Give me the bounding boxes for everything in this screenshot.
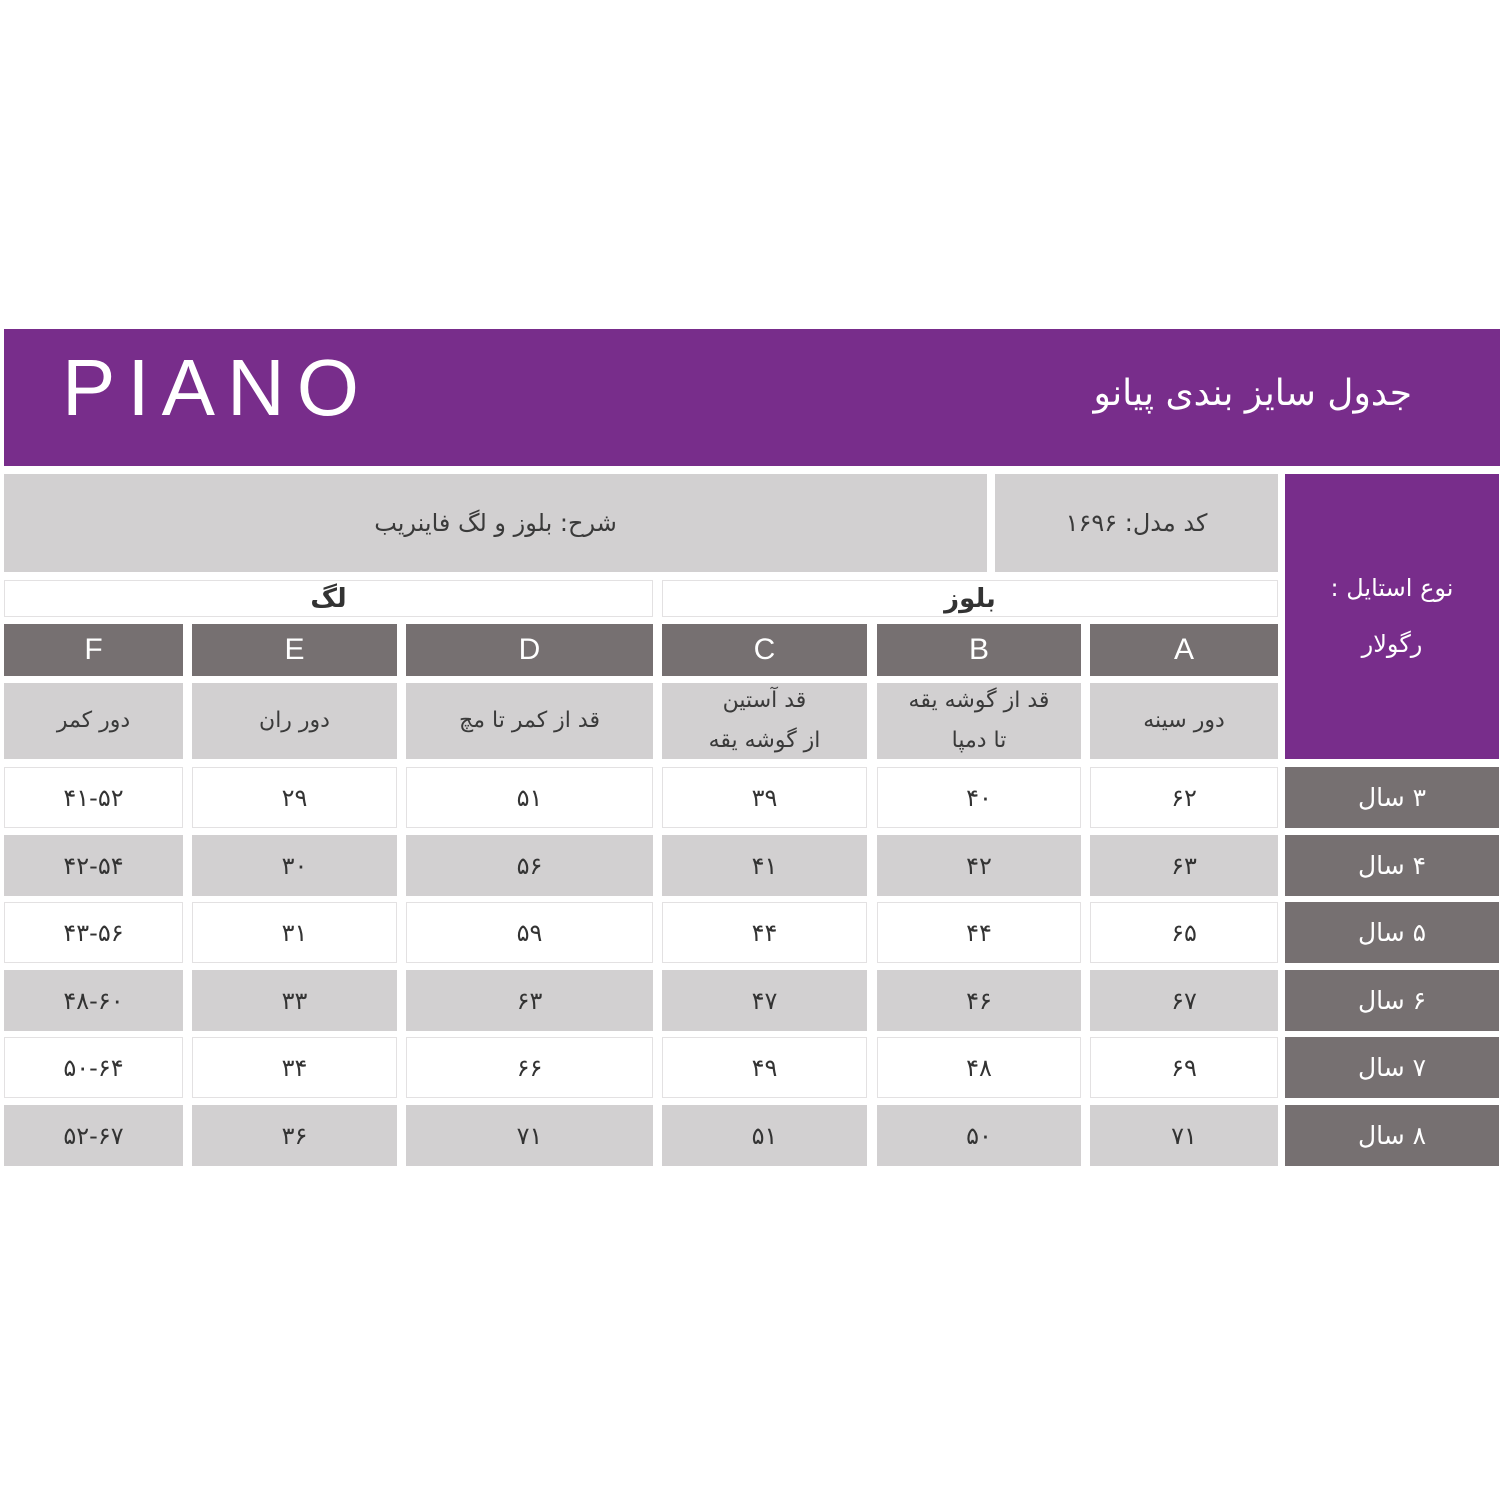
table-cell: ۴۷	[662, 970, 867, 1031]
row-label: ۸ سال	[1285, 1105, 1499, 1166]
column-letter-a: A	[1090, 624, 1278, 676]
column-label-a: دور سینه	[1090, 683, 1278, 759]
brand-logo: PIANO	[62, 343, 371, 432]
column-letter-f: F	[4, 624, 183, 676]
table-cell: ۴۲-۵۴	[4, 835, 183, 896]
row-label: ۵ سال	[1285, 902, 1499, 963]
table-cell: ۵۶	[406, 835, 653, 896]
table-cell: ۵۹	[406, 902, 653, 963]
table-cell: ۴۲	[877, 835, 1081, 896]
style-box	[1285, 474, 1499, 759]
row-label: ۴ سال	[1285, 835, 1499, 896]
column-label-b: قد از گوشه یقه تا دمپا	[877, 683, 1081, 759]
table-cell: ۴۹	[662, 1037, 867, 1098]
table-cell: ۷۱	[406, 1105, 653, 1166]
table-cell: ۳۳	[192, 970, 397, 1031]
table-cell: ۴۸	[877, 1037, 1081, 1098]
column-label-c: قد آستین از گوشه یقه	[662, 683, 867, 759]
table-cell: ۵۱	[406, 767, 653, 828]
column-label-d: قد از کمر تا مچ	[406, 683, 653, 759]
table-cell: ۳۶	[192, 1105, 397, 1166]
table-cell: ۵۲-۶۷	[4, 1105, 183, 1166]
table-cell: ۳۱	[192, 902, 397, 963]
group-label: بلوز	[944, 583, 996, 614]
column-letter-d: D	[406, 624, 653, 676]
row-label: ۳ سال	[1285, 767, 1499, 828]
column-letter-b: B	[877, 624, 1081, 676]
model-code-box	[995, 474, 1278, 572]
group-header-leg	[4, 580, 653, 617]
table-cell: ۶۷	[1090, 970, 1278, 1031]
table-cell: ۵۱	[662, 1105, 867, 1166]
table-cell: ۳۰	[192, 835, 397, 896]
table-cell: ۴۴	[662, 902, 867, 963]
description-text: شرح: بلوز و لگ فاینریب	[374, 509, 617, 537]
model-code-text: کد مدل: ۱۶۹۶	[1065, 509, 1208, 537]
column-label-f: دور کمر	[4, 683, 183, 759]
table-cell: ۲۹	[192, 767, 397, 828]
table-cell: ۴۰	[877, 767, 1081, 828]
table-cell: ۶۶	[406, 1037, 653, 1098]
table-cell: ۳۹	[662, 767, 867, 828]
table-cell: ۶۳	[1090, 835, 1278, 896]
group-header-blouse	[662, 580, 1278, 617]
table-cell: ۳۴	[192, 1037, 397, 1098]
table-cell: ۶۵	[1090, 902, 1278, 963]
table-cell: ۴۸-۶۰	[4, 970, 183, 1031]
table-cell: ۴۱	[662, 835, 867, 896]
column-letter-c: C	[662, 624, 867, 676]
table-cell: ۴۶	[877, 970, 1081, 1031]
description-box	[4, 474, 987, 572]
style-value: رگولار	[1361, 629, 1423, 658]
table-cell: ۴۳-۵۶	[4, 902, 183, 963]
column-letter-e: E	[192, 624, 397, 676]
column-label-e: دور ران	[192, 683, 397, 759]
table-cell: ۴۴	[877, 902, 1081, 963]
group-label: لگ	[310, 583, 347, 614]
table-cell: ۶۲	[1090, 767, 1278, 828]
row-label: ۶ سال	[1285, 970, 1499, 1031]
table-cell: ۶۳	[406, 970, 653, 1031]
style-label: نوع استایل :	[1330, 574, 1454, 603]
table-cell: ۴۱-۵۲	[4, 767, 183, 828]
table-cell: ۶۹	[1090, 1037, 1278, 1098]
table-cell: ۵۰-۶۴	[4, 1037, 183, 1098]
table-cell: ۵۰	[877, 1105, 1081, 1166]
row-label: ۷ سال	[1285, 1037, 1499, 1098]
table-cell: ۷۱	[1090, 1105, 1278, 1166]
page-title: جدول سایز بندی پیانو	[1093, 373, 1412, 414]
